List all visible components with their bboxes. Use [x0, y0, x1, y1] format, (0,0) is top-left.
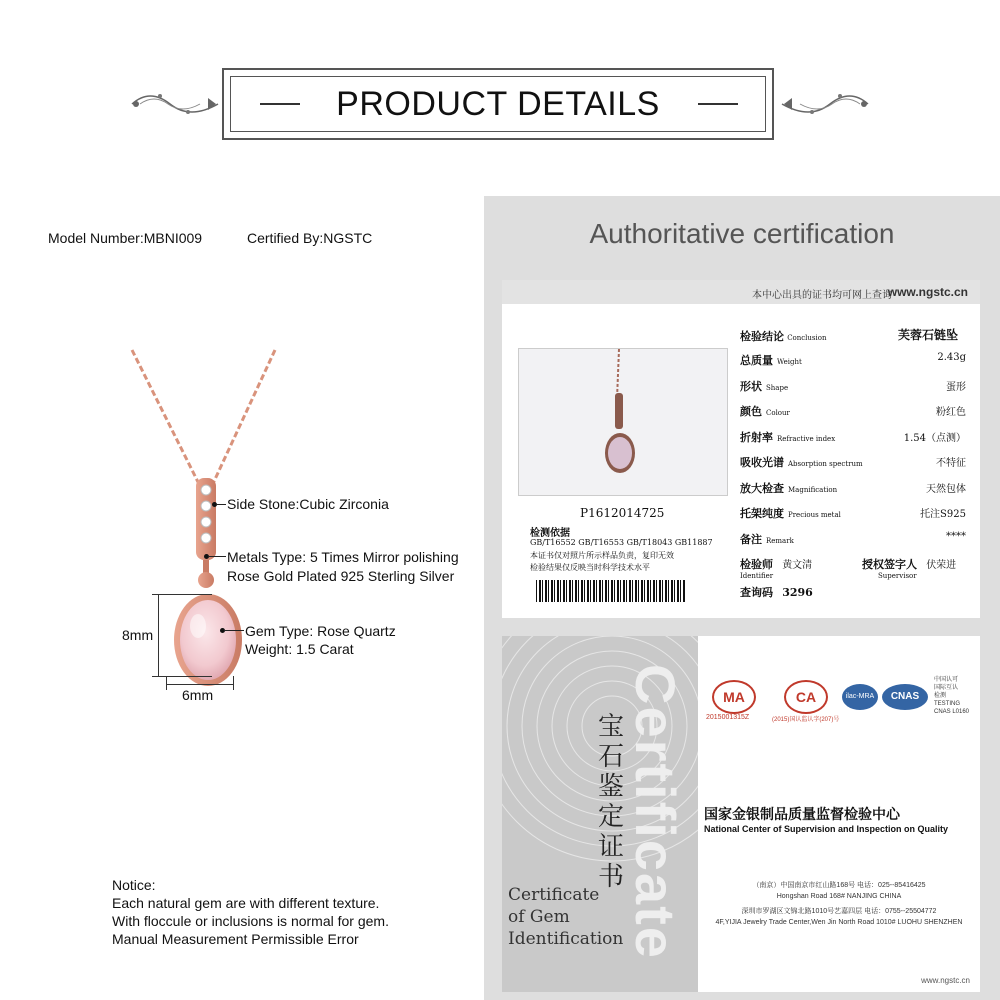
footer-url: www.ngstc.cn	[921, 976, 970, 985]
height-tick-bottom	[152, 676, 212, 677]
cert-sample-photo	[518, 348, 728, 496]
basis-line-1: GB/T16552 GB/T16553 GB/T18043 GB11887	[530, 538, 713, 547]
basis-line-2: 本证书仅对照片所示样品负责，复印无效	[530, 551, 674, 560]
cnas-text-block	[934, 676, 969, 716]
cnas-text-2: 国际互认	[934, 685, 959, 691]
cert-row-en: Remark	[766, 536, 794, 545]
address-line-4: 4F,YIJIA Jewelry Trade Center,Wen Jin North Road 1010# LUOHU SHENZHEN	[715, 919, 963, 926]
supervisor-row	[862, 556, 956, 580]
query-code: 3296	[782, 586, 813, 599]
supervisor-cn: 授权签字人	[862, 558, 917, 571]
ma-logo: MA	[712, 680, 756, 714]
notice-line-3: Manual Measurement Permissible Error	[112, 931, 359, 947]
cert-row-label	[740, 378, 788, 394]
cert-row-value: 1.54（点测）	[903, 432, 966, 444]
width-tick-left	[166, 676, 167, 690]
certification-title: Authoritative certification	[589, 218, 895, 249]
inspector-cn: 检验师	[740, 558, 773, 571]
necklace-image	[110, 340, 300, 720]
cert-row-cn: 颜色	[740, 405, 762, 418]
cert-row-en: Precious metal	[788, 511, 841, 519]
height-dimension-line	[158, 594, 159, 676]
cert-row-en: Shape	[766, 383, 789, 392]
address-block	[704, 880, 974, 928]
cnas-text-5: CNAS L0160	[934, 709, 970, 715]
cert-row-value: 不特征	[936, 458, 966, 469]
cert-row-label	[740, 505, 841, 521]
width-dimension-line	[166, 684, 234, 685]
cnas-text-4: TESTING	[934, 701, 961, 707]
query-row	[740, 584, 813, 600]
center-name-en: National Center of Supervision and Inspection on Quality	[704, 824, 949, 834]
width-tick-right	[233, 676, 234, 690]
model-number: Model Number:MBNI009	[48, 230, 203, 246]
certificate-card-front	[502, 280, 980, 618]
notice-block	[112, 876, 389, 948]
cert-row-en: Weight	[777, 358, 802, 366]
cnas-text-1: 中国认可	[934, 677, 959, 683]
cert-row-cn: 总质量	[740, 354, 773, 367]
metals-label-line2: Rose Gold Plated 925 Sterling Silver	[227, 568, 455, 584]
cover-en-line-2: of Gem	[508, 907, 570, 927]
height-dimension: 8mm	[122, 627, 154, 643]
cert-row-label	[740, 454, 863, 470]
left-ornament-icon	[130, 84, 222, 124]
cert-row-value: 粉红色	[936, 407, 966, 418]
cnas-logo: CNAS	[882, 684, 928, 710]
basis-title: 检测依据	[530, 528, 570, 539]
cert-row-en: Absorption spectrum	[788, 460, 863, 468]
cert-row-cn: 形状	[740, 379, 762, 393]
gem-leader	[224, 630, 244, 631]
cert-row-label	[740, 429, 835, 445]
cover-en-line-3: Identification	[508, 929, 624, 949]
cert-row-en: Colour	[766, 409, 790, 417]
serial-number: P1612014725	[580, 506, 665, 520]
notice-line-2: With floccule or inclusions is normal for gem.	[112, 913, 389, 929]
center-name-cn: 国家金银制品质量监督检验中心	[704, 806, 900, 822]
ca-logo: CA	[784, 680, 828, 714]
inspector-en: Identifier	[740, 572, 774, 580]
page-title: PRODUCT DETAILS	[336, 85, 660, 123]
cert-row-label	[740, 480, 837, 496]
barcode	[536, 580, 686, 602]
address-line-2: Hongshan Road 168# NANJING CHINA	[776, 893, 902, 900]
certified-by: Certified By:NGSTC	[247, 230, 373, 246]
cert-row-en: Refractive index	[777, 434, 836, 443]
cover-en-line-1: Certificate	[508, 885, 600, 905]
metals-leader	[208, 556, 226, 557]
basis-line-3: 检验结果仅反映当时科学技术水平	[530, 563, 650, 572]
weight-label: Weight: 1.5 Carat	[245, 641, 354, 657]
right-ornament-icon	[778, 84, 870, 124]
cert-top-bar	[502, 280, 980, 304]
vertical-cn-title: 宝石鉴定证书	[598, 712, 625, 892]
ilac-logo: ilac-MRA	[842, 684, 878, 710]
gem-type-label: Gem Type: Rose Quartz	[245, 623, 396, 639]
side-stone-label: Side Stone:Cubic Zirconia	[227, 496, 389, 512]
conclusion-cn: 检验结论	[740, 330, 784, 343]
query-cn: 查询码	[740, 586, 773, 599]
pendant-photo-icon	[519, 349, 727, 495]
cert-row-en: Magnification	[788, 485, 838, 494]
height-tick-top	[152, 594, 212, 595]
cert-top-url: www.ngstc.cn	[887, 285, 968, 299]
cover-en-title	[508, 884, 623, 950]
cert-row-value: 天然包体	[926, 483, 966, 495]
metals-label-line1: Metals Type: 5 Times Mirror polishing	[227, 549, 459, 565]
cert-row-cn: 吸收光谱	[740, 456, 784, 469]
cert-row-cn: 折射率	[740, 430, 773, 444]
cert-row-value: 蛋形	[946, 381, 966, 393]
inspector-name: 黄文清	[782, 560, 813, 571]
cert-row-value: 2.43g	[937, 352, 966, 363]
cert-row-value: 托注S925	[920, 509, 966, 520]
cnas-text-3: 检测	[934, 693, 947, 699]
notice-title: Notice:	[112, 877, 156, 893]
conclusion-en: Conclusion	[787, 334, 827, 342]
header-banner	[130, 66, 870, 142]
cert-row-cn: 托架纯度	[740, 507, 784, 520]
certificate-watermark: Certificate	[624, 664, 687, 960]
address-line-3: 深圳市罗湖区文锦北路1010号艺嘉四层 电话：0755--25504772	[741, 908, 937, 915]
cert-row-label	[740, 352, 802, 368]
conclusion-row	[740, 328, 827, 344]
cert-row-label	[740, 403, 790, 419]
supervisor-name: 伏荣进	[926, 560, 957, 571]
cert-row-label	[740, 531, 794, 547]
notice-line-1: Each natural gem are with different texture.	[112, 895, 380, 911]
cert-row-value: ****	[946, 530, 966, 542]
certificate-card-cover	[502, 636, 980, 992]
ca-number: (2015)国认监认字(207)号	[772, 717, 840, 723]
supervisor-en: Supervisor	[878, 572, 917, 580]
ma-number: 2015001315Z	[706, 714, 750, 721]
inspector-row	[740, 556, 812, 580]
cert-row-cn: 放大检查	[740, 481, 784, 495]
cert-top-note: 本中心出具的证书均可网上查询	[752, 290, 892, 301]
side-stone-leader	[216, 504, 226, 505]
address-line-1: （南京）中国南京市红山路168号 电话：025--85416425	[752, 882, 926, 889]
conclusion-value: 芙蓉石链坠	[898, 328, 959, 342]
width-dimension: 6mm	[182, 687, 214, 703]
cert-row-cn: 备注	[740, 532, 762, 546]
